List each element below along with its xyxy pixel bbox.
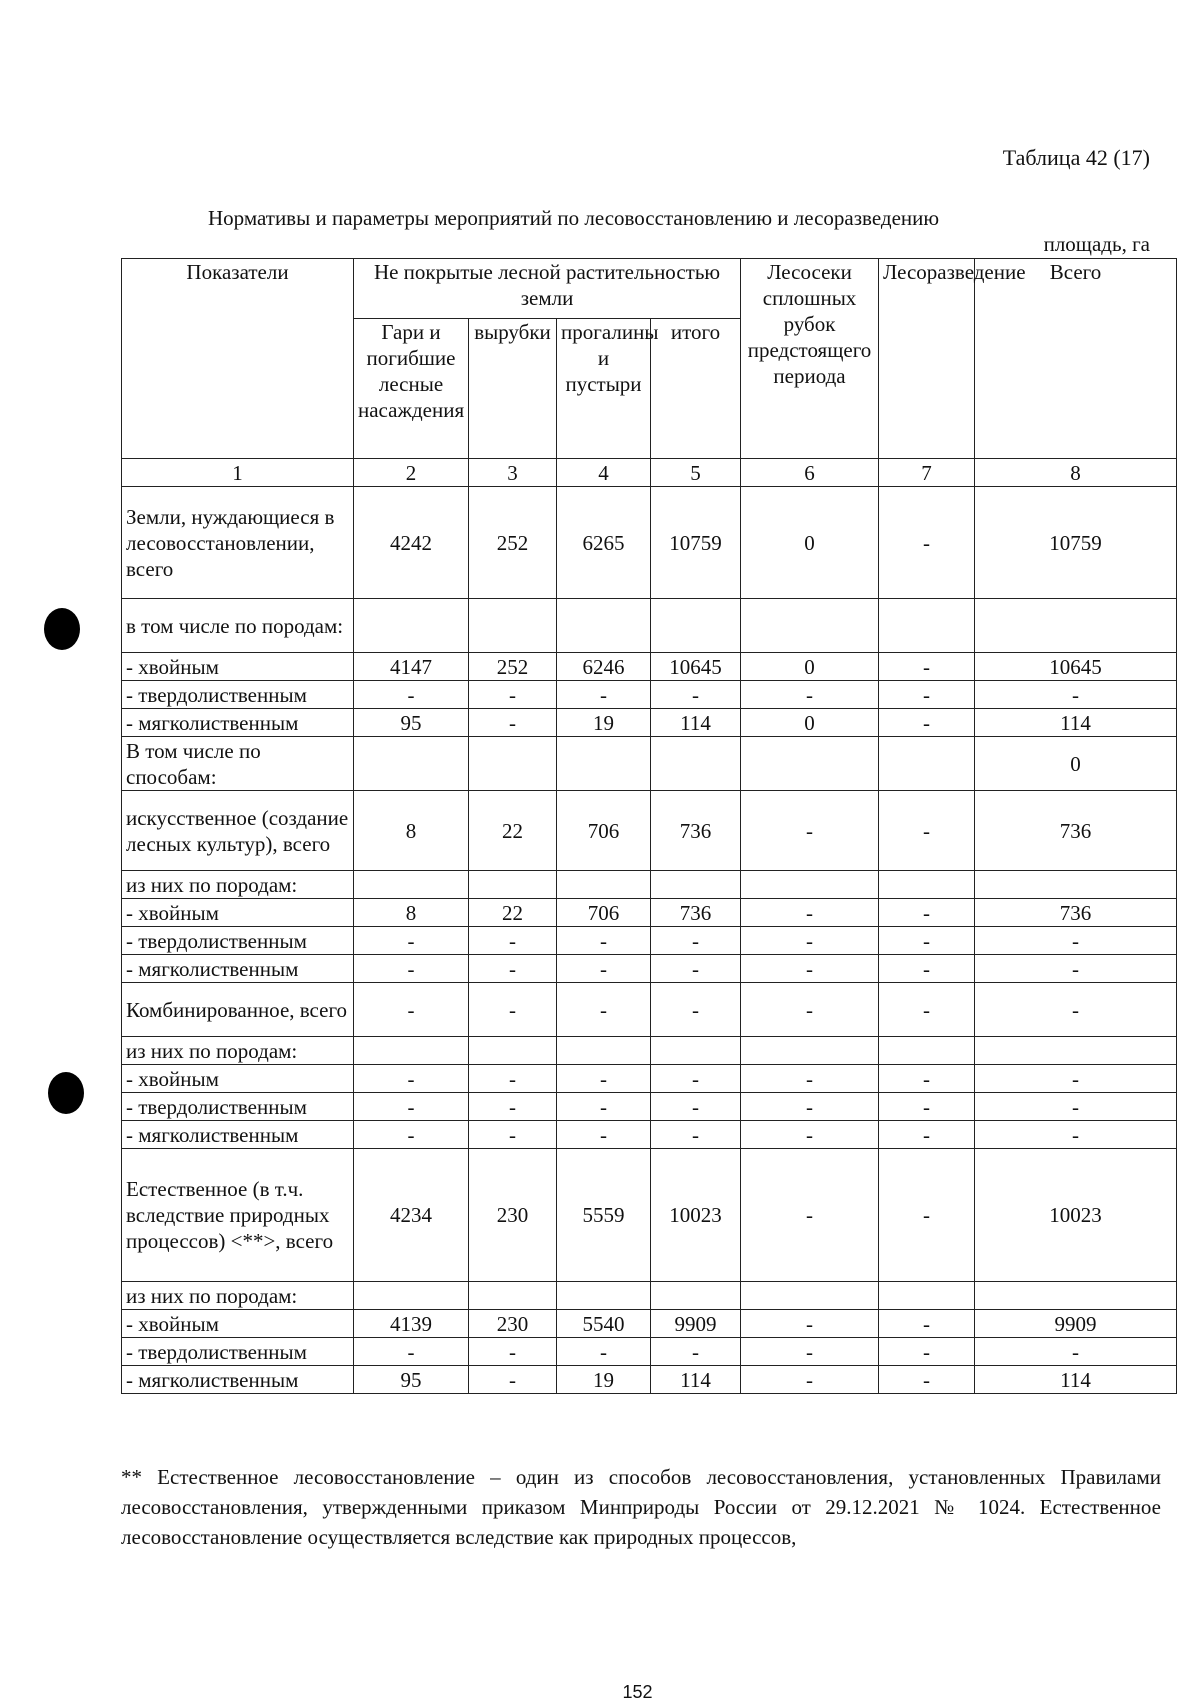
row-label: из них по породам: xyxy=(122,1282,354,1310)
header-burned: Гари и погибшие лесные насаждения xyxy=(354,319,469,459)
table-cell: 4147 xyxy=(354,653,469,681)
table-cell: - xyxy=(879,1121,975,1149)
table-cell xyxy=(741,1282,879,1310)
column-number: 3 xyxy=(469,459,557,487)
table-cell: 10645 xyxy=(651,653,741,681)
page-number: 152 xyxy=(622,1682,653,1702)
table-row xyxy=(122,1093,1177,1121)
table-cell xyxy=(354,1282,469,1310)
table-cell xyxy=(557,871,651,899)
table-cell: - xyxy=(879,791,975,871)
column-number: 1 xyxy=(122,459,354,487)
table-cell: - xyxy=(469,1065,557,1093)
row-label: из них по породам: xyxy=(122,871,354,899)
table-row xyxy=(122,899,1177,927)
table-cell xyxy=(741,737,879,791)
table-cell: - xyxy=(469,1338,557,1366)
table-cell xyxy=(557,1037,651,1065)
table-cell: 4234 xyxy=(354,1149,469,1282)
table-cell: - xyxy=(741,791,879,871)
table-cell: - xyxy=(651,1121,741,1149)
row-label: в том числе по породам: xyxy=(122,599,354,653)
table-row xyxy=(122,709,1177,737)
table-cell: 4139 xyxy=(354,1310,469,1338)
table-cell xyxy=(557,1282,651,1310)
table-cell: - xyxy=(879,1065,975,1093)
table-cell: - xyxy=(879,709,975,737)
table-cell: - xyxy=(879,1310,975,1338)
table-cell: - xyxy=(354,1065,469,1093)
table-row xyxy=(122,1037,1177,1065)
table-cell: - xyxy=(651,1338,741,1366)
table-row xyxy=(122,791,1177,871)
table-cell: 706 xyxy=(557,791,651,871)
table-cell: - xyxy=(741,1149,879,1282)
table-cell: 8 xyxy=(354,899,469,927)
table-cell: 6246 xyxy=(557,653,651,681)
table-cell xyxy=(975,871,1177,899)
table-row xyxy=(122,737,1177,791)
table-cell: 0 xyxy=(975,737,1177,791)
table-cell: - xyxy=(354,1121,469,1149)
header-glades: прогалины и пустыри xyxy=(557,319,651,459)
table-cell: - xyxy=(879,681,975,709)
table-cell: 9909 xyxy=(975,1310,1177,1338)
table-cell: 736 xyxy=(651,899,741,927)
table-cell: 114 xyxy=(975,1366,1177,1394)
row-label: - мягколиственным xyxy=(122,1366,354,1394)
table-cell xyxy=(469,1037,557,1065)
table-cell: - xyxy=(975,1065,1177,1093)
header-not-covered: Не покрытые лесной растительностью земли xyxy=(354,259,741,319)
table-cell: - xyxy=(879,955,975,983)
table-cell: - xyxy=(557,681,651,709)
table-cell: 9909 xyxy=(651,1310,741,1338)
table-cell: - xyxy=(975,1121,1177,1149)
table-cell: 706 xyxy=(557,899,651,927)
table-cell: - xyxy=(879,487,975,599)
table-cell: 230 xyxy=(469,1149,557,1282)
table-cell: - xyxy=(741,899,879,927)
table-cell xyxy=(879,599,975,653)
table-cell: - xyxy=(469,709,557,737)
table-cell: - xyxy=(651,1065,741,1093)
table-cell: - xyxy=(557,955,651,983)
table-row xyxy=(122,599,1177,653)
column-number: 6 xyxy=(741,459,879,487)
table-cell: - xyxy=(354,955,469,983)
table-cell: 10023 xyxy=(651,1149,741,1282)
table-cell: - xyxy=(879,899,975,927)
table-cell: - xyxy=(879,1366,975,1394)
header-subtotal: итого xyxy=(651,319,741,459)
table-cell: - xyxy=(557,927,651,955)
table-cell: - xyxy=(741,1121,879,1149)
punch-hole-top xyxy=(44,608,80,650)
table-cell xyxy=(879,737,975,791)
units-label: площадь, га xyxy=(1043,232,1150,256)
row-label: Земли, нуждающиеся в лесовосстановлении, всего xyxy=(122,487,354,599)
table-cell: - xyxy=(557,1093,651,1121)
table-cell: - xyxy=(469,927,557,955)
table-row xyxy=(122,681,1177,709)
table-row xyxy=(122,955,1177,983)
table-cell: - xyxy=(651,681,741,709)
row-label: - твердолиственным xyxy=(122,681,354,709)
column-number: 5 xyxy=(651,459,741,487)
table-cell: - xyxy=(651,927,741,955)
row-label: Комбинированное, всего xyxy=(122,983,354,1037)
table-cell: - xyxy=(354,681,469,709)
table-cell: - xyxy=(975,927,1177,955)
table-cell xyxy=(354,737,469,791)
table-cell xyxy=(469,1282,557,1310)
table-row xyxy=(122,983,1177,1037)
header-cuttings: вырубки xyxy=(469,319,557,459)
table-cell xyxy=(741,1037,879,1065)
table-cell: - xyxy=(354,983,469,1037)
table-cell: 736 xyxy=(651,791,741,871)
table-cell: - xyxy=(879,927,975,955)
table-cell xyxy=(651,871,741,899)
table-cell: - xyxy=(557,1338,651,1366)
row-label: - мягколиственным xyxy=(122,955,354,983)
table-cell: - xyxy=(741,927,879,955)
table-cell xyxy=(879,1282,975,1310)
row-label: Естественное (в т.ч. вследствие природных процессов) <**>, всего xyxy=(122,1149,354,1282)
header-clearcut: Лесосеки сплошных рубок предстоящего периода xyxy=(741,259,879,459)
row-label: - твердолиственным xyxy=(122,1338,354,1366)
table-row xyxy=(122,1366,1177,1394)
table-cell: - xyxy=(354,927,469,955)
table-cell: 5559 xyxy=(557,1149,651,1282)
punch-hole-bottom xyxy=(48,1072,84,1114)
table-cell xyxy=(879,1037,975,1065)
table-cell: - xyxy=(879,983,975,1037)
table-cell xyxy=(879,871,975,899)
table-cell: - xyxy=(651,955,741,983)
table-cell: 10759 xyxy=(975,487,1177,599)
table-cell: - xyxy=(651,1093,741,1121)
table-cell: 22 xyxy=(469,899,557,927)
table-row xyxy=(122,1282,1177,1310)
table-cell: - xyxy=(879,653,975,681)
table-cell xyxy=(469,599,557,653)
row-label: искусственное (создание лесных культур), всего xyxy=(122,791,354,871)
table-cell: 252 xyxy=(469,487,557,599)
table-cell: - xyxy=(741,983,879,1037)
table-cell xyxy=(651,1037,741,1065)
table-cell: - xyxy=(975,1093,1177,1121)
table-row xyxy=(122,1338,1177,1366)
table-cell xyxy=(741,871,879,899)
table-row xyxy=(122,1149,1177,1282)
document-title: Нормативы и параметры мероприятий по лесовосстановлению и лесоразведению xyxy=(208,206,940,230)
table-label: Таблица 42 (17) xyxy=(1002,145,1150,170)
table-cell: - xyxy=(741,1065,879,1093)
footnote: ** Естественное лесовосстановление – один из способов лесовосстановления, установленных Правилами лесовосстановления, утвержденными приказом Минприроды России от 29.12.2021 № 1024. Естественное лесовосстановление осуществляется вследствие как природных процессов, xyxy=(121,1465,1161,1549)
table-cell: - xyxy=(741,1310,879,1338)
table-cell: 230 xyxy=(469,1310,557,1338)
table-cell: - xyxy=(557,1121,651,1149)
table-cell: 6265 xyxy=(557,487,651,599)
table-cell: 22 xyxy=(469,791,557,871)
table-row xyxy=(122,1121,1177,1149)
row-label: - хвойным xyxy=(122,1310,354,1338)
table-cell: 19 xyxy=(557,1366,651,1394)
table-cell xyxy=(651,737,741,791)
table-cell xyxy=(975,1037,1177,1065)
table-cell: 5540 xyxy=(557,1310,651,1338)
table-cell: - xyxy=(557,1065,651,1093)
table-cell xyxy=(354,871,469,899)
table-cell xyxy=(557,737,651,791)
row-label: - твердолиственным xyxy=(122,927,354,955)
column-number: 8 xyxy=(975,459,1177,487)
table-cell: - xyxy=(741,1338,879,1366)
table-cell xyxy=(354,1037,469,1065)
table-cell xyxy=(651,599,741,653)
table-cell: 736 xyxy=(975,791,1177,871)
table-cell xyxy=(354,599,469,653)
table-cell: 0 xyxy=(741,487,879,599)
table-cell: - xyxy=(469,681,557,709)
table-cell: - xyxy=(879,1338,975,1366)
table-cell: - xyxy=(469,1366,557,1394)
table-cell: 0 xyxy=(741,709,879,737)
table-cell xyxy=(975,1282,1177,1310)
table-cell: - xyxy=(975,681,1177,709)
table-row xyxy=(122,487,1177,599)
table-cell: 114 xyxy=(651,1366,741,1394)
table-cell: - xyxy=(975,983,1177,1037)
table-cell: 10759 xyxy=(651,487,741,599)
table-cell: 19 xyxy=(557,709,651,737)
table-cell xyxy=(469,871,557,899)
table-cell: 95 xyxy=(354,1366,469,1394)
header-total: Всего xyxy=(975,259,1177,459)
table-cell: - xyxy=(741,1093,879,1121)
row-label: из них по породам: xyxy=(122,1037,354,1065)
table-cell: - xyxy=(469,955,557,983)
table-cell xyxy=(469,737,557,791)
table-row xyxy=(122,1065,1177,1093)
table-cell: - xyxy=(469,983,557,1037)
row-label: - хвойным xyxy=(122,1065,354,1093)
table-cell: 10645 xyxy=(975,653,1177,681)
row-label: - хвойным xyxy=(122,653,354,681)
table-cell: - xyxy=(651,983,741,1037)
row-label: - хвойным xyxy=(122,899,354,927)
table-cell: - xyxy=(354,1093,469,1121)
column-number: 2 xyxy=(354,459,469,487)
row-label: - твердолиственным xyxy=(122,1093,354,1121)
row-label: - мягколиственным xyxy=(122,1121,354,1149)
row-label: В том числе по способам: xyxy=(122,737,354,791)
table-cell: 0 xyxy=(741,653,879,681)
table-cell: - xyxy=(741,681,879,709)
norms-table xyxy=(121,258,1177,1394)
column-numbers-row xyxy=(122,459,1177,487)
table-row xyxy=(122,871,1177,899)
column-number: 4 xyxy=(557,459,651,487)
table-cell xyxy=(975,599,1177,653)
table-cell: - xyxy=(741,1366,879,1394)
table-cell xyxy=(557,599,651,653)
table-cell: - xyxy=(879,1093,975,1121)
table-row xyxy=(122,1310,1177,1338)
table-cell: - xyxy=(354,1338,469,1366)
table-cell: - xyxy=(975,955,1177,983)
column-number: 7 xyxy=(879,459,975,487)
table-cell: 4242 xyxy=(354,487,469,599)
table-cell: - xyxy=(741,955,879,983)
table-cell: 252 xyxy=(469,653,557,681)
table-cell: 114 xyxy=(975,709,1177,737)
header-indicators: Показатели xyxy=(122,259,354,459)
table-cell: - xyxy=(469,1093,557,1121)
table-body xyxy=(122,487,1177,1394)
table-row xyxy=(122,927,1177,955)
table-row xyxy=(122,653,1177,681)
table-cell: - xyxy=(879,1149,975,1282)
table-cell: 95 xyxy=(354,709,469,737)
table-cell: 10023 xyxy=(975,1149,1177,1282)
row-label: - мягколиственным xyxy=(122,709,354,737)
table-cell xyxy=(741,599,879,653)
table-cell: - xyxy=(557,983,651,1037)
table-cell: - xyxy=(469,1121,557,1149)
table-cell: 8 xyxy=(354,791,469,871)
table-cell xyxy=(651,1282,741,1310)
header-afforestation: Лесоразведение xyxy=(879,259,975,459)
table-cell: 736 xyxy=(975,899,1177,927)
table-cell: 114 xyxy=(651,709,741,737)
table-cell: - xyxy=(975,1338,1177,1366)
